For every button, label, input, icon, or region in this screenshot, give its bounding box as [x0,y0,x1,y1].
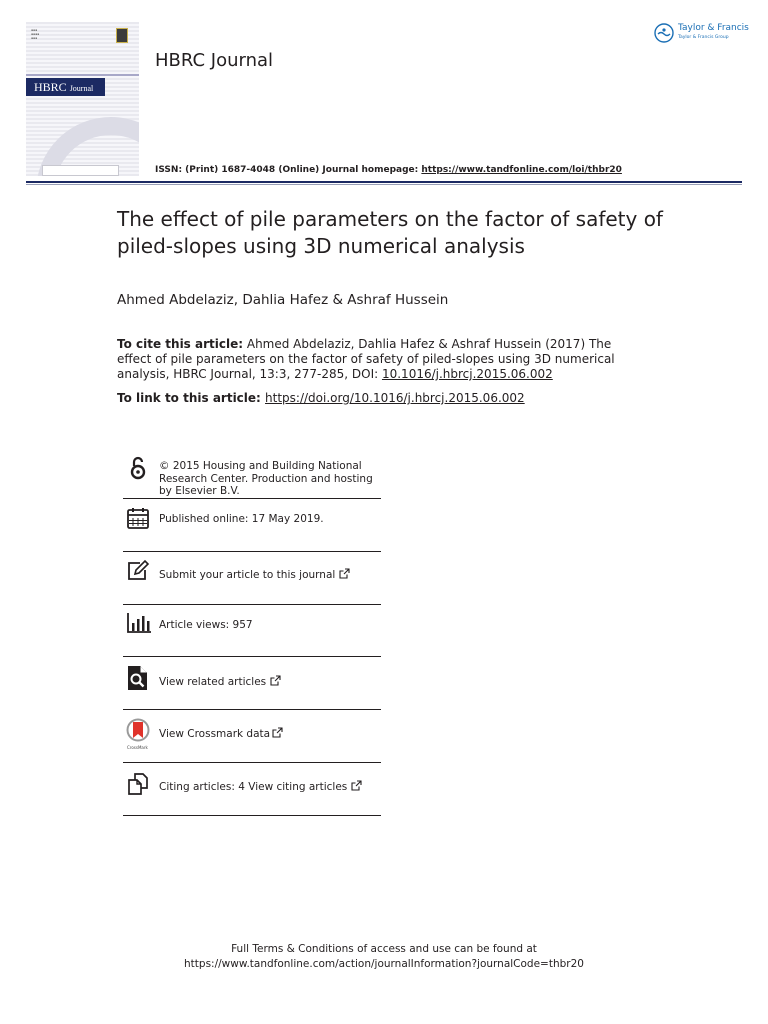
header-divider-thin [26,184,742,185]
cover-title-main: HBRC [34,80,67,94]
cover-small-print: ▪▪▪ ▪▪▪▪ ▪▪▪ [31,28,40,40]
external-link-icon [270,675,281,690]
copyright-item [123,450,381,499]
external-link-icon [272,727,283,742]
submit-article-item[interactable] [123,552,381,605]
crossmark-icon [126,718,150,750]
citation-block [117,337,647,382]
publisher-group: Taylor & Francis Group [678,35,729,40]
journal-cover-image [26,22,139,176]
submit-article-link[interactable] [159,568,350,583]
article-title: The effect of pile parameters on the factor of safety of piled-slopes using 3D numerical analysis [117,207,663,258]
cover-emblem [116,28,128,43]
taylor-francis-logo-icon [654,23,674,43]
bar-chart-icon [126,611,150,635]
related-articles-item[interactable] [123,657,381,710]
calendar-icon [126,506,150,530]
publisher-logo[interactable] [654,23,749,43]
article-link-line [117,391,525,405]
document-search-icon [126,665,150,689]
related-articles-text: View related articles [159,676,267,688]
issn-text: ISSN: (Print) 1687-4048 (Online) Journal homepage: [155,165,422,175]
cover-strip [26,74,139,76]
article-views-text: Article views: 957 [159,619,253,631]
crossmark-item[interactable] [123,710,381,763]
journal-name: HBRC Journal [155,50,274,71]
crossmark-icon-label: CrossMark [127,745,148,750]
cite-label: To cite this article: [117,337,244,351]
publisher-name: Taylor & Francis [678,23,749,33]
external-link-icon [339,568,350,583]
article-authors: Ahmed Abdelaziz, Dahlia Hafez & Ashraf Hussein [117,292,449,308]
crossmark-text: View Crossmark data [159,728,271,740]
article-doi-url[interactable]: https://doi.org/10.1016/j.hbrcj.2015.06.002 [265,391,525,405]
journal-homepage-link[interactable]: https://www.tandfonline.com/loi/thbr20 [421,165,622,175]
terms-footer [0,942,768,971]
crossmark-link[interactable] [159,727,283,742]
cover-title-small: Journal [69,84,94,93]
cite-text: Ahmed Abdelaziz, Dahlia Hafez & Ashraf Hussein (2017) The effect of pile parameters on the factor of safety of piled-slopes using 3D numerical analysis, HBRC Journal, 13:3, 277-285, DOI: [117,337,615,381]
copyright-text: © 2015 Housing and Building National Research Center. Production and hosting by Elsevier B.V. [159,460,373,497]
footer-terms-url[interactable]: https://www.tandfonline.com/action/journalInformation?journalCode=thbr20 [184,957,584,970]
article-views-item [123,605,381,657]
header-divider [26,181,742,183]
issn-line [155,165,622,175]
link-label: To link to this article: [117,391,266,405]
edit-icon [126,559,150,583]
cover-box [42,165,119,176]
published-date-text: Published online: 17 May 2019. [159,513,324,525]
citing-articles-link[interactable] [159,780,362,795]
cover-title [26,78,105,96]
related-articles-link[interactable] [159,675,281,690]
external-link-icon [351,780,362,795]
footer-line-1: Full Terms & Conditions of access and use can be found at [231,943,537,955]
doi-link[interactable]: 10.1016/j.hbrcj.2015.06.002 [381,367,553,381]
published-item [123,499,381,552]
citing-articles-item[interactable] [123,763,381,816]
citing-articles-text: Citing articles: 4 View citing articles [159,781,348,793]
submit-article-text: Submit your article to this journal [159,569,336,581]
open-access-icon [126,455,150,479]
citing-documents-icon [126,772,150,796]
article-info-list [123,450,381,816]
